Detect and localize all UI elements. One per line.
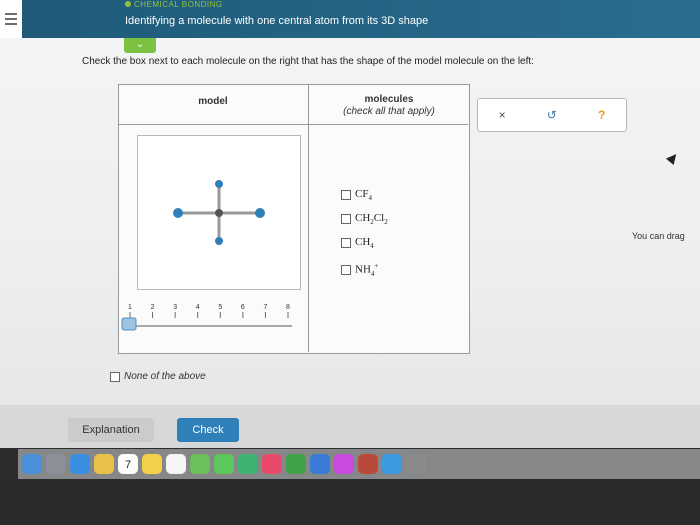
outer-atom-top xyxy=(215,180,223,188)
checkbox[interactable] xyxy=(341,265,351,275)
molecules-header-label: molecules xyxy=(364,94,414,105)
check-button[interactable]: Check xyxy=(177,418,239,442)
maps-icon[interactable] xyxy=(190,454,210,474)
formula-superscript: + xyxy=(374,262,379,270)
formula-subscript: 2 xyxy=(370,218,374,227)
rotation-slider[interactable] xyxy=(120,298,300,338)
molecule-formula xyxy=(355,188,372,202)
molecules-header-hint: (check all that apply) xyxy=(343,106,435,117)
none-of-the-above-label: None of the above xyxy=(124,371,206,382)
numbers-icon[interactable] xyxy=(286,454,306,474)
outer-atom-left xyxy=(173,208,183,218)
instructions-text: Check the box next to each molecule on the right that has the shape of the model molecule on the left: xyxy=(82,56,534,67)
slider-tick-label: 3 xyxy=(173,304,178,311)
reminders-icon[interactable] xyxy=(166,454,186,474)
slider-track[interactable] xyxy=(120,298,300,338)
formula-subscript: 4 xyxy=(370,242,374,251)
molecule-option-ch4[interactable] xyxy=(341,236,374,250)
notes-icon[interactable] xyxy=(142,454,162,474)
molecule-option-cf4[interactable] xyxy=(341,188,372,202)
checkbox[interactable] xyxy=(341,190,351,200)
header-bar xyxy=(0,0,700,38)
molecule-option-ch2cl2[interactable] xyxy=(341,212,388,226)
outer-atom-right xyxy=(255,208,265,218)
slider-tick-label: 6 xyxy=(240,304,245,311)
slider-tick-label: 2 xyxy=(150,304,155,311)
formula-text: CH xyxy=(355,236,371,248)
preferences-icon[interactable] xyxy=(406,454,426,474)
model-column-header: model xyxy=(198,96,228,107)
app-store-icon[interactable] xyxy=(382,454,402,474)
safari-icon[interactable] xyxy=(70,454,90,474)
slider-handle[interactable] xyxy=(122,318,136,330)
formula-subscript: 2 xyxy=(384,218,388,227)
mouse-cursor-icon xyxy=(666,151,680,165)
launchpad-icon[interactable] xyxy=(46,454,66,474)
slider-tick-label: 4 xyxy=(195,304,200,311)
central-atom xyxy=(215,209,223,217)
slider-tick-label: 5 xyxy=(218,304,223,311)
model-viewer[interactable] xyxy=(137,135,301,290)
explanation-button[interactable]: Explanation xyxy=(68,418,154,442)
tetrahedral-model-graphic[interactable] xyxy=(138,136,300,289)
slider-tick-label: 8 xyxy=(286,304,290,311)
messages-icon[interactable] xyxy=(214,454,234,474)
molecule-option-nh4[interactable] xyxy=(341,262,378,278)
finder-icon[interactable] xyxy=(22,454,42,474)
formula-text: Cl xyxy=(373,212,385,224)
checkbox[interactable] xyxy=(110,372,120,382)
checkbox[interactable] xyxy=(341,238,351,248)
outer-atom-bottom xyxy=(215,237,223,245)
answer-toolbar xyxy=(477,98,627,132)
slider-tick-label: 7 xyxy=(263,304,268,311)
page-title: Identifying a molecule with one central atom from its 3D shape xyxy=(125,15,429,27)
drag-hint-text: You can drag xyxy=(632,231,685,241)
formula-text: CH xyxy=(355,212,371,224)
help-icon[interactable]: ? xyxy=(598,108,606,122)
molecule-formula xyxy=(355,262,378,278)
topic-label xyxy=(125,0,223,9)
slider-tick-label: 1 xyxy=(128,304,132,311)
molecule-formula xyxy=(355,212,388,226)
topic-text: CHEMICAL BONDING xyxy=(134,0,223,9)
calendar-icon[interactable]: 7 xyxy=(118,454,138,474)
hamburger-menu-icon[interactable] xyxy=(0,0,22,38)
monitor-bezel xyxy=(0,479,700,525)
checkbox[interactable] xyxy=(341,214,351,224)
photos-icon[interactable] xyxy=(94,454,114,474)
molecule-formula xyxy=(355,236,374,250)
table-header-divider xyxy=(118,124,468,125)
macos-dock xyxy=(18,449,700,479)
facetime-icon[interactable] xyxy=(238,454,258,474)
molecules-column-header xyxy=(310,94,468,118)
close-icon[interactable]: × xyxy=(498,108,506,122)
none-of-the-above-option[interactable] xyxy=(110,371,206,382)
formula-text: CF xyxy=(355,188,369,200)
music-icon[interactable] xyxy=(262,454,282,474)
formula-text: NH xyxy=(355,263,371,276)
table-column-divider xyxy=(308,84,309,352)
formula-subscript: 4 xyxy=(368,194,372,203)
chevron-down-icon[interactable]: ⌄ xyxy=(124,38,156,53)
photo-booth-icon[interactable] xyxy=(358,454,378,474)
keynote-icon[interactable] xyxy=(310,454,330,474)
undo-icon[interactable]: ↺ xyxy=(546,108,557,122)
topic-status-icon xyxy=(125,1,131,7)
itunes-icon[interactable] xyxy=(334,454,354,474)
formula-subscript: 4 xyxy=(370,269,375,278)
